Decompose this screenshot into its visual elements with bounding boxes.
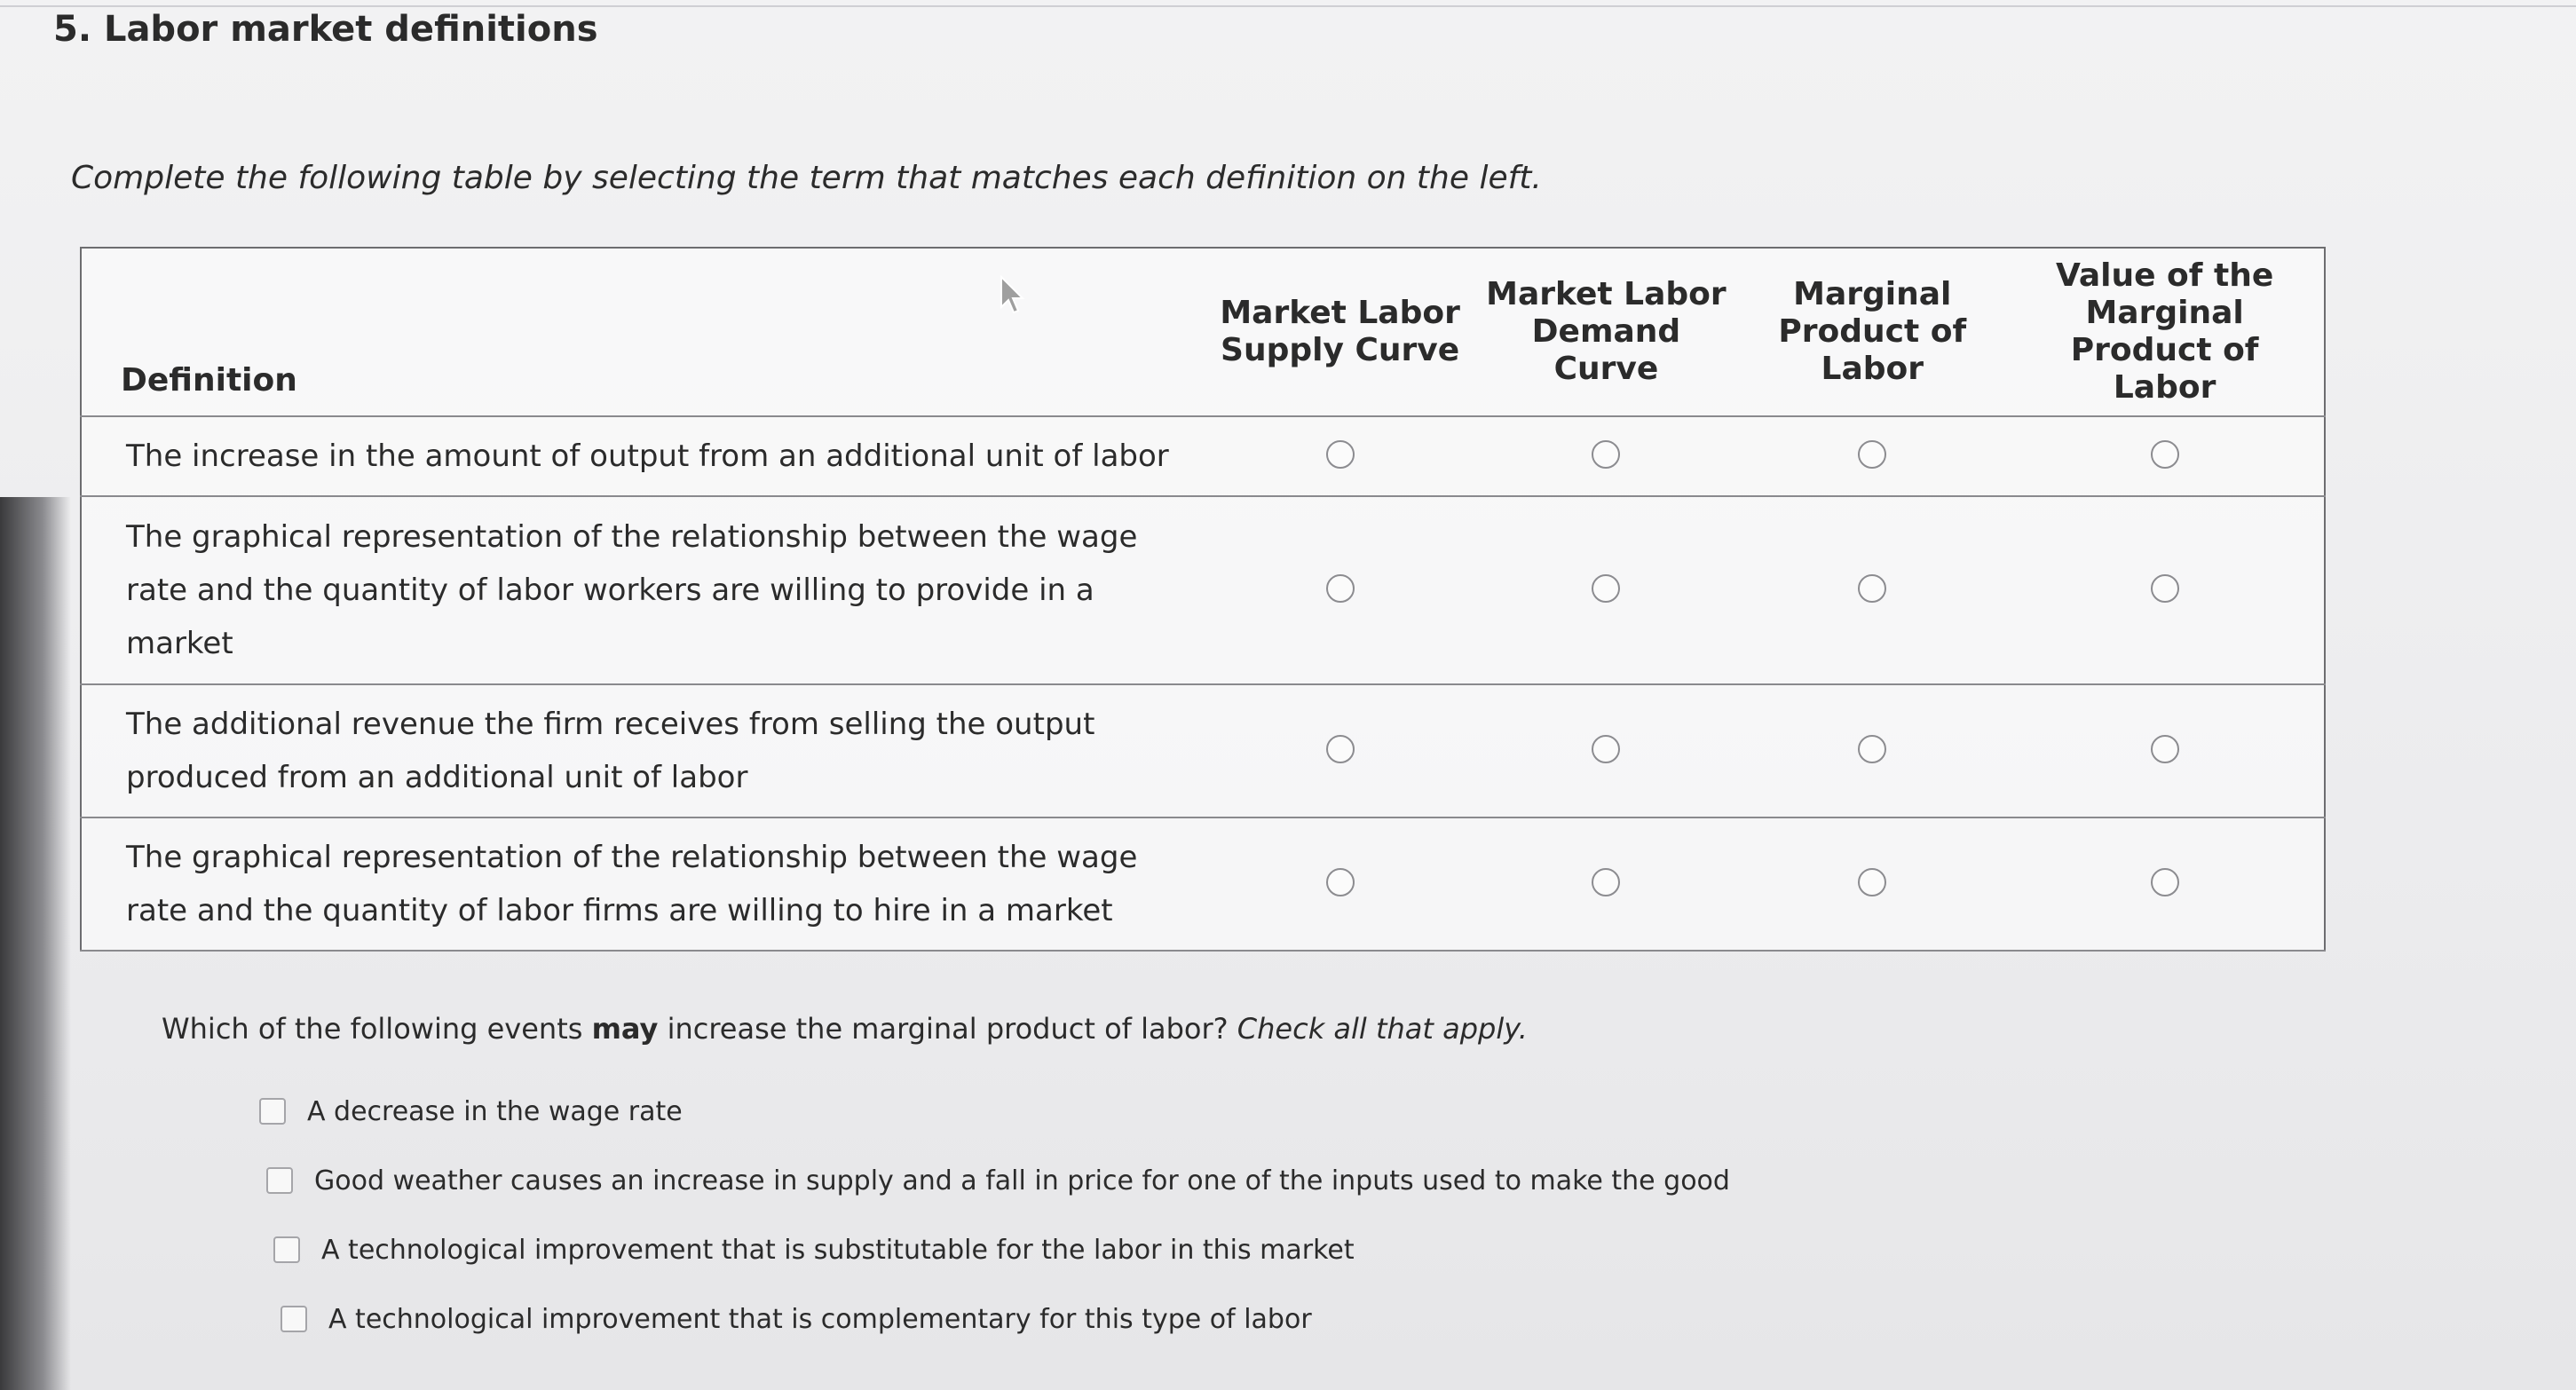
option-good-weather[interactable] [266, 1163, 1730, 1198]
radio-button[interactable] [2151, 440, 2179, 469]
definition-text: The graphical representation of the relationship between the wage rate and the quantity of labor firms are willing to hire in a market [81, 817, 1207, 951]
radio-button[interactable] [1326, 735, 1355, 763]
prompt-text: Which of the following events [162, 1012, 592, 1046]
table-header-row [81, 248, 2325, 416]
radio-button[interactable] [1858, 735, 1886, 763]
radio-button[interactable] [2151, 574, 2179, 603]
option-label: A decrease in the wage rate [307, 1095, 683, 1127]
column-header-demand-curve: Market Labor Demand Curve [1474, 248, 1740, 416]
page-title: 5. Labor market definitions [53, 9, 598, 50]
radio-button[interactable] [1858, 574, 1886, 603]
radio-button[interactable] [1326, 574, 1355, 603]
option-decrease-wage-rate[interactable] [259, 1094, 1730, 1129]
radio-button[interactable] [1858, 868, 1886, 896]
checkbox[interactable] [259, 1098, 286, 1125]
table-row [81, 416, 2325, 496]
definition-text: The graphical representation of the relationship between the wage rate and the quantity of labor workers are willing to provide in a market [81, 496, 1207, 684]
option-substitutable-technology[interactable] [273, 1232, 1730, 1268]
answer-options [259, 1094, 1730, 1370]
radio-button[interactable] [1326, 440, 1355, 469]
definitions-table [80, 247, 2326, 952]
checkbox[interactable] [281, 1306, 307, 1332]
column-header-marginal-product: Marginal Product of Labor [1739, 248, 2005, 416]
option-complementary-technology[interactable] [281, 1301, 1730, 1337]
column-header-supply-curve: Market Labor Supply Curve [1207, 248, 1474, 416]
prompt-text: increase the marginal product of labor? [658, 1012, 1237, 1046]
checkbox[interactable] [266, 1167, 293, 1194]
photo-edge-shadow [0, 497, 71, 1390]
table-row [81, 496, 2325, 684]
radio-button[interactable] [1592, 440, 1620, 469]
radio-button[interactable] [1592, 574, 1620, 603]
definition-column-header: Definition [81, 248, 1207, 416]
option-label: Good weather causes an increase in supply and a fall in price for one of the inputs used to make the good [314, 1165, 1730, 1197]
definition-text: The increase in the amount of output from an additional unit of labor [81, 416, 1207, 496]
radio-button[interactable] [1858, 440, 1886, 469]
table-row [81, 684, 2325, 817]
question-prompt [162, 1012, 1528, 1046]
column-header-value-marginal-product: Value of the Marginal Product of Labor [2005, 248, 2325, 416]
radio-button[interactable] [1592, 735, 1620, 763]
radio-button[interactable] [2151, 868, 2179, 896]
prompt-instruction: Check all that apply. [1237, 1012, 1528, 1046]
definition-text: The additional revenue the firm receives from selling the output produced from an additional unit of labor [81, 684, 1207, 817]
instructions: Complete the following table by selecting the term that matches each definition on the left. [71, 160, 1542, 196]
radio-button[interactable] [2151, 735, 2179, 763]
radio-button[interactable] [1592, 868, 1620, 896]
top-divider [0, 5, 2576, 7]
checkbox[interactable] [273, 1236, 300, 1263]
table-row [81, 817, 2325, 951]
prompt-emphasis: may [591, 1012, 659, 1046]
option-label: A technological improvement that is complementary for this type of labor [328, 1303, 1312, 1335]
radio-button[interactable] [1326, 868, 1355, 896]
option-label: A technological improvement that is substitutable for the labor in this market [321, 1234, 1355, 1266]
